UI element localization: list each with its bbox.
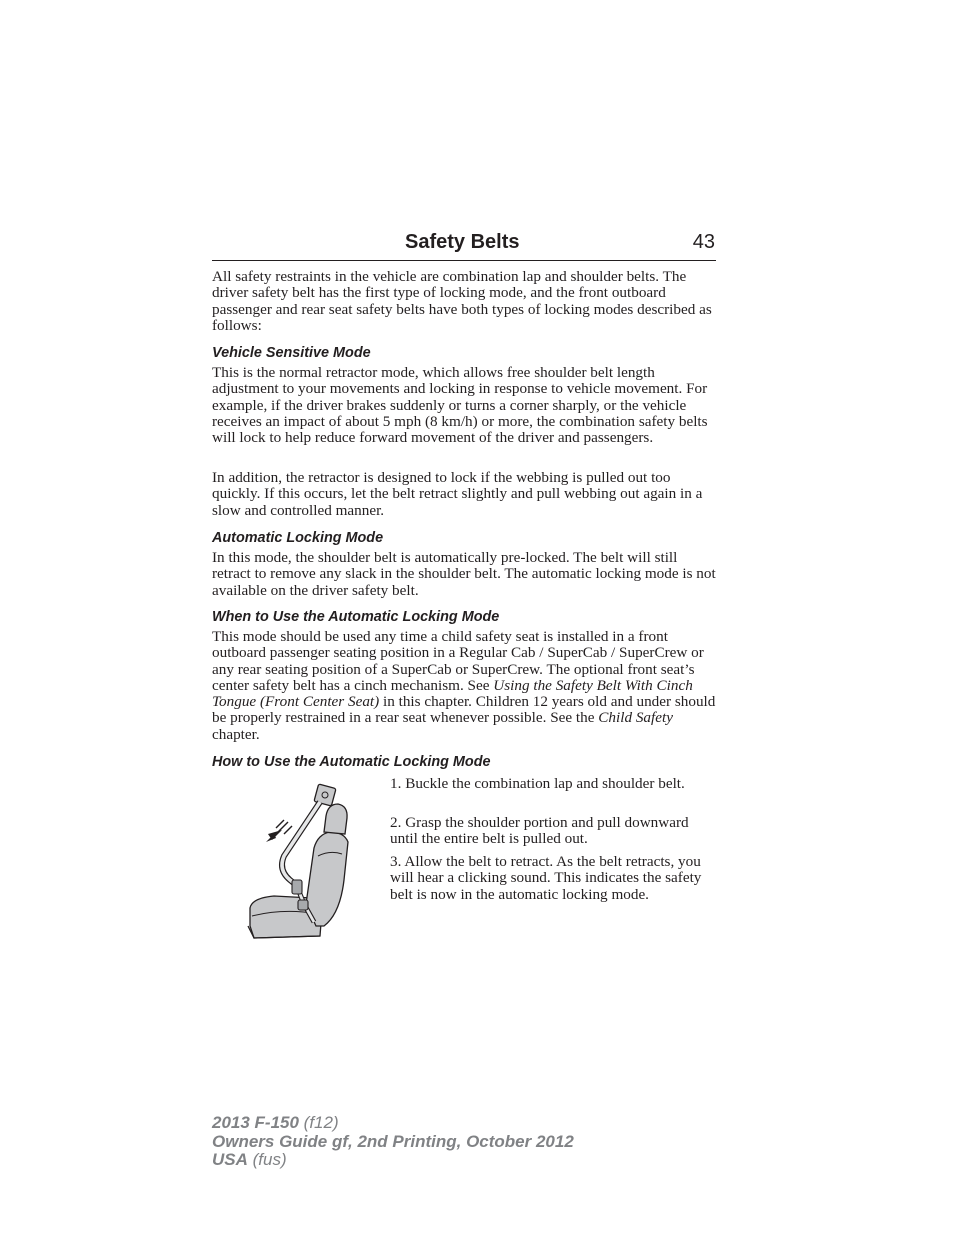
cross-reference-child-safety: Child Safety	[598, 709, 673, 727]
step-2: 2. Grasp the shoulder portion and pull downward until the entire belt is pulled out.	[390, 814, 689, 848]
automatic-locking-paragraph: In this mode, the shoulder belt is automatically pre-locked. The belt will still retract to remove any slack in the shoulder belt. The automatic locking mode is not available on the driver safety belt.	[212, 549, 716, 599]
page-header	[212, 230, 716, 261]
seat-with-belt-icon	[244, 776, 352, 940]
heading-automatic-locking-mode: Automatic Locking Mode	[212, 530, 384, 546]
step-3: 3. Allow the belt to retract. As the belt retracts, you will hear a clicking sound. This indicates the safety belt is now in the automatic locking mode.	[390, 853, 702, 903]
footer-printing-line: Owners Guide gf, 2nd Printing, October 2012	[212, 1131, 574, 1151]
footer-market-line: USA (fus)	[212, 1150, 287, 1169]
heading-when-to-use: When to Use the Automatic Locking Mode	[212, 609, 500, 625]
step-1: 1. Buckle the combination lap and shoulder belt.	[390, 775, 685, 792]
page-footer	[212, 1114, 632, 1170]
chapter-title: Safety Belts	[405, 231, 520, 253]
heading-vehicle-sensitive-mode: Vehicle Sensitive Mode	[212, 345, 371, 361]
intro-paragraph: All safety restraints in the vehicle are combination lap and shoulder belts. The driver safety belt has the first type of locking mode, and the front outboard passenger and rear seat safety belts have both types of locking modes described as follows:	[212, 268, 712, 334]
page-number: 43	[692, 231, 715, 253]
vehicle-sensitive-paragraph-2: In addition, the retractor is designed to lock if the webbing is pulled out too quickly. If this occurs, let the belt retract slightly and pull webbing out again in a slow and controlled manner.	[212, 469, 703, 519]
when-to-use-paragraph: This mode should be used any time a child safety seat is installed in a front outboard passenger seating position in a Regular Cab / SuperCab / SuperCrew or any rear seating position of a SuperCab or SuperCrew. The optional front seat’s center safety belt has a cinch mechanism. See Using the Safety Belt With Cinch Tongue (Front Center Seat) in this chapter. Children 12 years old and under should be properly restrained in a rear seat whenever possible. See the Child Safety chapter.	[212, 628, 716, 743]
vehicle-sensitive-paragraph-1: This is the normal retractor mode, which allows free shoulder belt length adjustment to your movements and locking in response to vehicle movement. For example, if the driver brakes suddenly or turns a corner sharply, or the vehicle receives an impact of about 5 mph (8 km/h) or more, the combination safety belts will lock to help reduce forward movement of the driver and passengers.	[212, 364, 708, 447]
footer-model-line: 2013 F-150 (f12)	[212, 1113, 339, 1132]
cross-reference-cinch-tongue: Using the Safety Belt With Cinch Tongue (Front Center Seat)	[212, 676, 693, 711]
pull-arrow-icon	[266, 820, 292, 842]
seat-belt-illustration	[244, 776, 352, 940]
heading-how-to-use: How to Use the Automatic Locking Mode	[212, 754, 491, 770]
